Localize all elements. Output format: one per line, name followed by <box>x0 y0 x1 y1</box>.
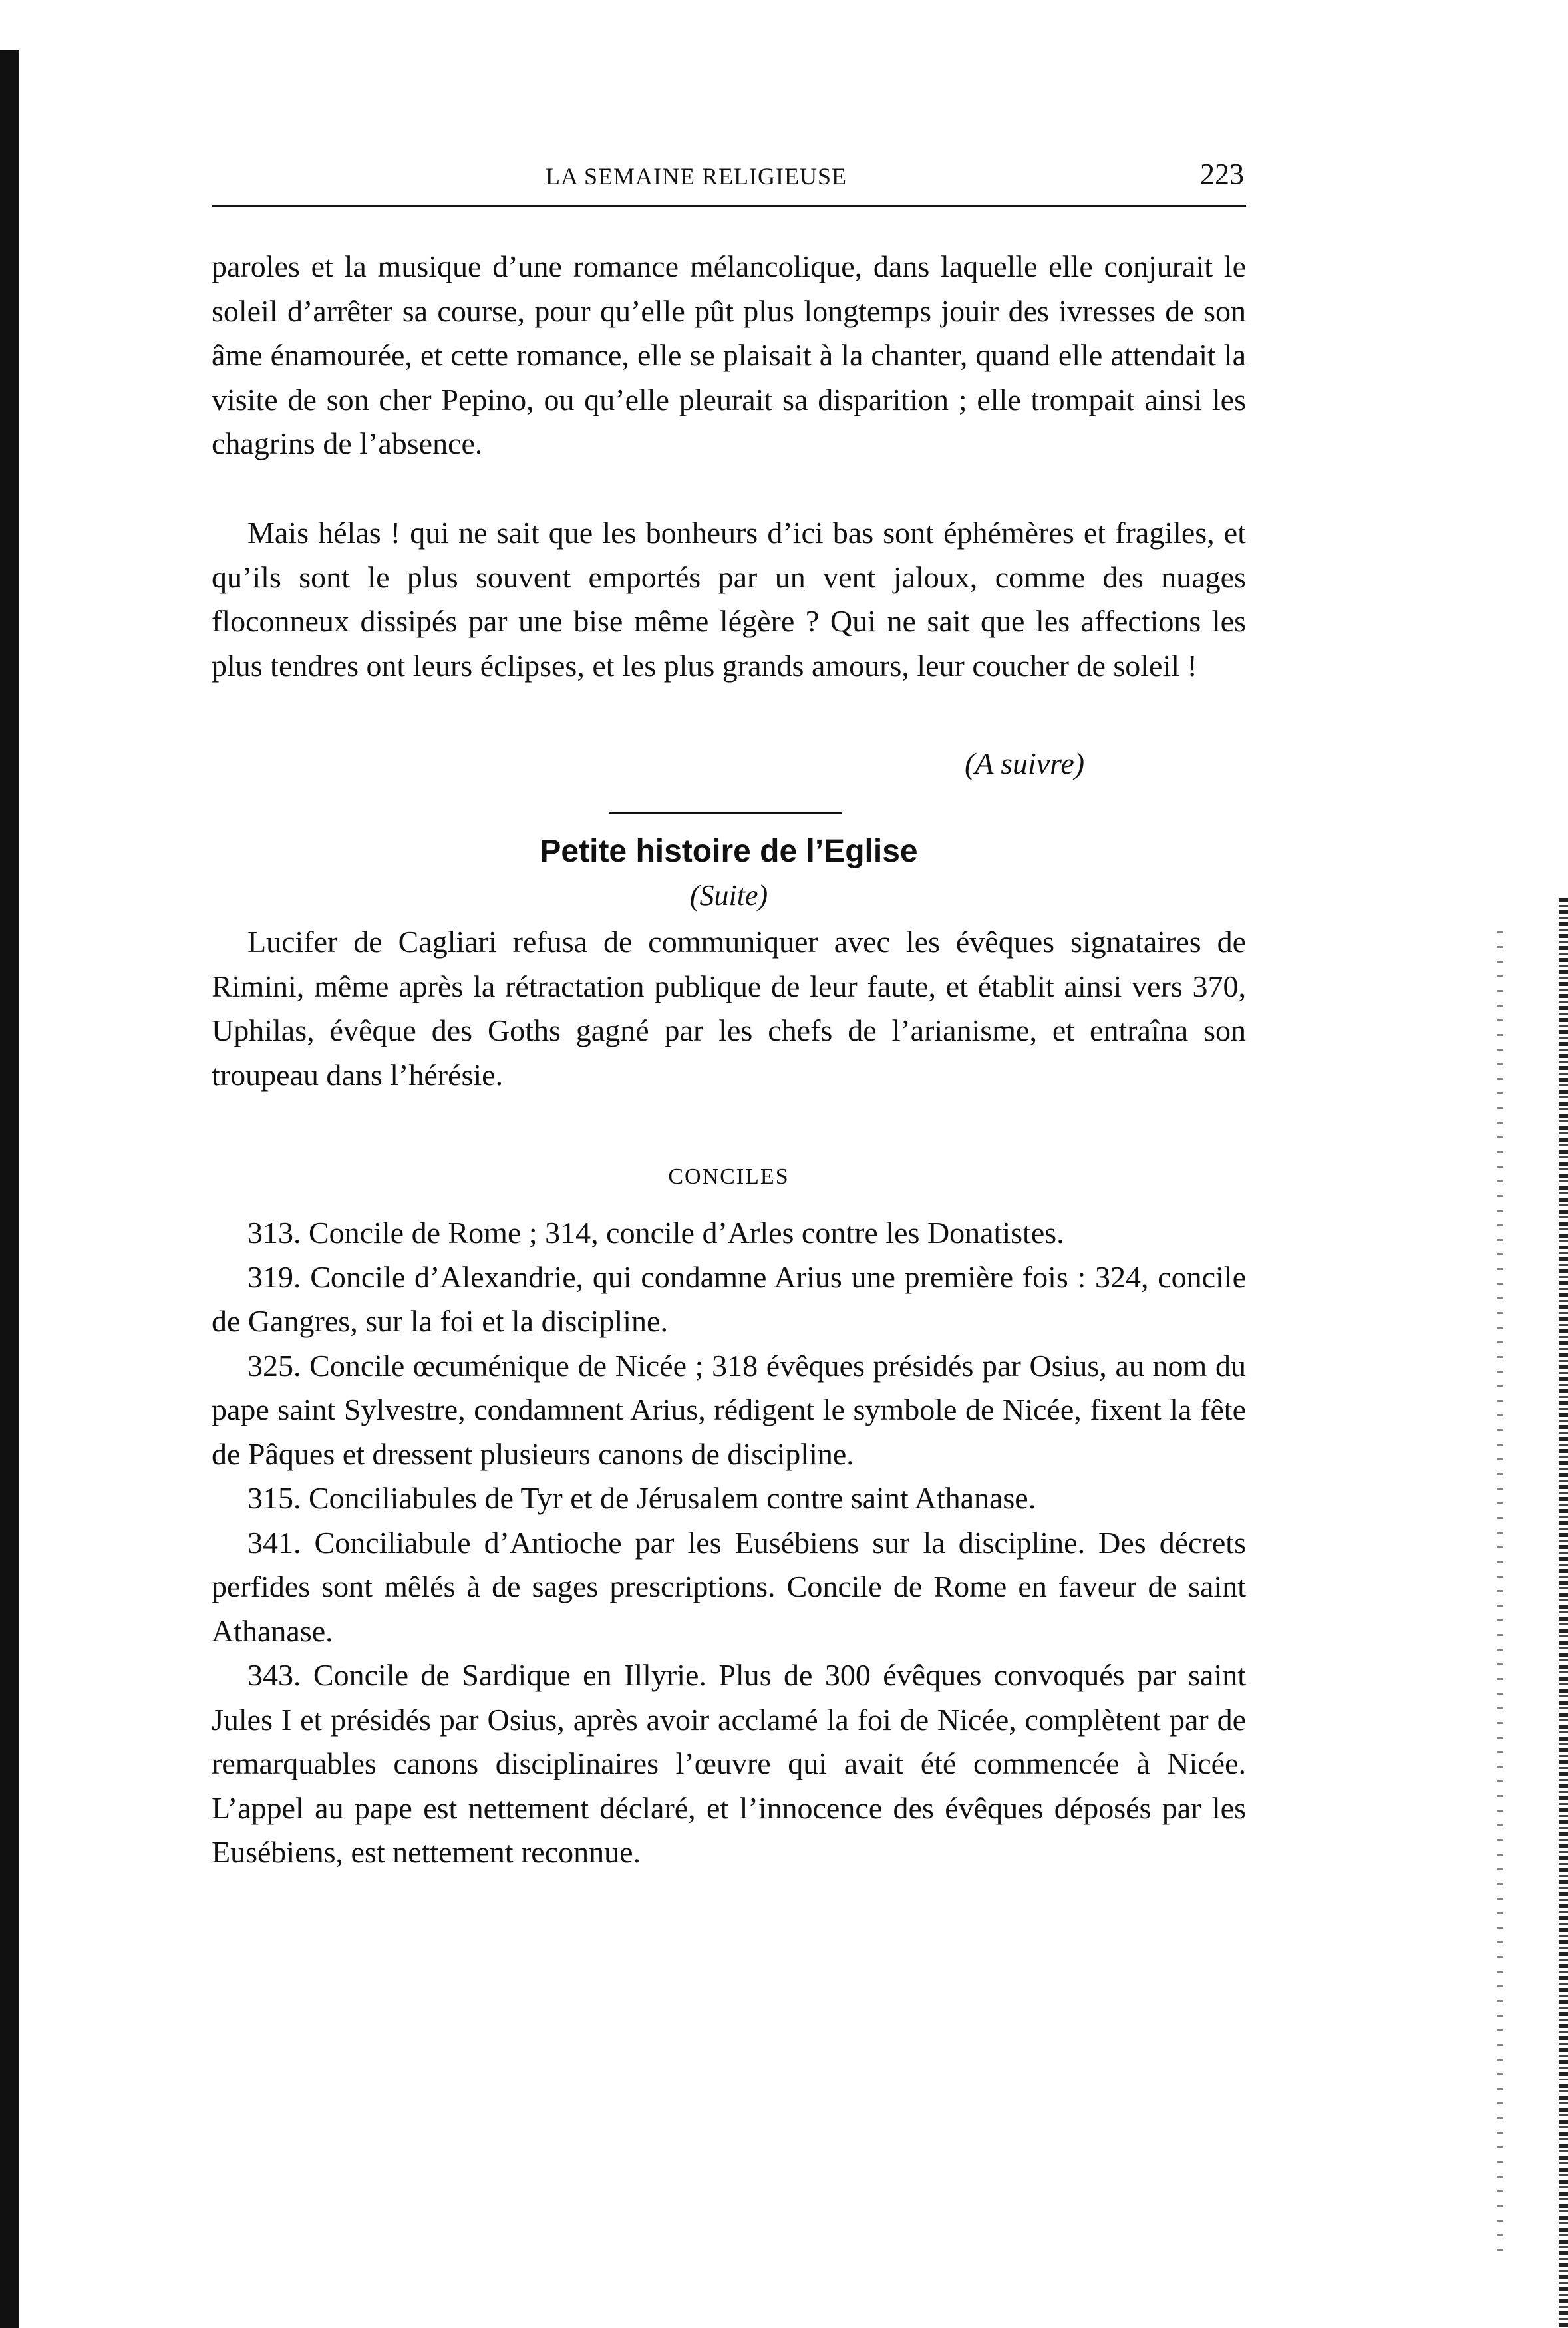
council-entry: 325. Concile œcuménique de Nicée ; 318 évêques présidés par Osius, au nom du pape saint Sylvestre, condamnent Arius, rédigent le symbole de Nicée, fixent la fête de Pâques et dressent plusieurs canons de discipline. <box>212 1348 1246 1471</box>
scan-speckle <box>1497 931 1503 2262</box>
running-title: LA SEMAINE RELIGIEUSE <box>546 163 847 190</box>
lucifer-section <box>212 920 1246 1097</box>
council-entry: 341. Conciliabule d’Antioche par les Eusébiens sur la discipline. Des décrets perfides sont mêlés à de sages prescriptions. Concile de Rome en faveur de saint Athanase. <box>212 1525 1246 1648</box>
councils-list <box>212 1211 1246 1875</box>
serial-paragraph-1: paroles et la musique d’une romance mélancolique, dans laquelle elle conjurait le soleil d’arrêter sa course, pour qu’elle pût plus longtemps jouir des ivresses de son âme énamourée, et cette romance, elle se plaisait à la chanter, quand elle attendait la visite de son cher Pepino, ou qu’elle pleurait sa disparition ; elle trompait ainsi les chagrins de l’absence. <box>212 249 1246 460</box>
section-divider <box>609 812 842 814</box>
councils-heading: CONCILES <box>668 1164 790 1189</box>
section-title: Petite histoire de l’Eglise <box>540 834 918 869</box>
header-rule <box>212 205 1246 207</box>
serial-continued-paragraph <box>212 245 1246 466</box>
page-edge-scan-artifact <box>1559 898 1568 2328</box>
council-entry: 315. Conciliabules de Tyr et de Jérusalem contre saint Athanase. <box>247 1481 1036 1515</box>
lucifer-paragraph: Lucifer de Cagliari refusa de communiquer avec les évêques signataires de Rimini, même après la rétractation publique de leur faute, et établit ainsi vers 370, Uphilas, évêque des Goths gagné par les chefs de l’arianisme, et entraîna son troupeau dans l’hérésie. <box>212 925 1246 1092</box>
to-follow-note: (A suivre) <box>965 747 1085 780</box>
running-header <box>213 157 1244 197</box>
page-number: 223 <box>1200 158 1244 190</box>
binding-edge <box>0 50 19 2328</box>
council-entry: 319. Concile d’Alexandrie, qui condamne Arius une première fois : 324, concile de Gangres, sur la foi et la discipline. <box>212 1259 1246 1338</box>
council-entry: 343. Concile de Sardique en Illyrie. Plus de 300 évêques convoqués par saint Jules I et présidés par Osius, après avoir acclamé la foi de Nicée, complètent par de remarquables canons disciplinaires l’œuvre qui avait été commencée à Nicée. L’appel au pape est nettement déclaré, et l’innocence des évêques déposés par les Eusébiens, est nettement reconnue. <box>212 1658 1246 1869</box>
section-subtitle: (Suite) <box>689 879 768 912</box>
serial-second-paragraph <box>212 511 1246 688</box>
council-entry: 313. Concile de Rome ; 314, concile d’Arles contre les Donatistes. <box>247 1216 1064 1249</box>
serial-paragraph-2: Mais hélas ! qui ne sait que les bonheurs d’ici bas sont éphémères et fragiles, et qu’ils sont le plus souvent emportés par un vent jaloux, comme des nuages floconneux dissipés par une bise même légère ? Qui ne sait que les affections les plus tendres ont leurs éclipses, et les plus grands amours, leur coucher de soleil ! <box>212 516 1246 683</box>
